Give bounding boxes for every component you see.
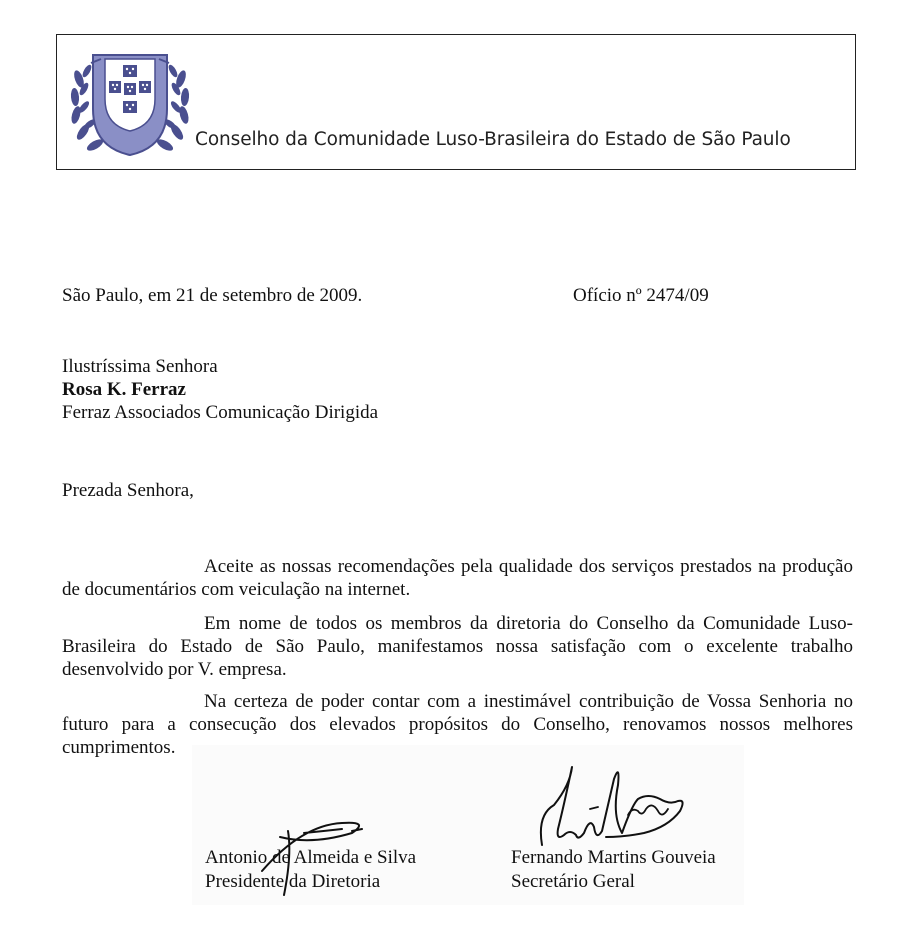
date-line: São Paulo, em 21 de setembro de 2009. [62, 285, 363, 306]
signatory-role: Secretário Geral [511, 871, 635, 892]
organization-name: Conselho da Comunidade Luso-Brasileira do Estado de São Paulo [195, 129, 791, 150]
recipient-block [62, 355, 378, 424]
recipient-title: Ilustríssima Senhora [62, 356, 218, 377]
signatory-secretary [511, 846, 716, 894]
oficio-number: Ofício nº 2474/09 [573, 285, 709, 306]
letterhead [56, 34, 856, 170]
signature-fernando [541, 767, 683, 845]
body-paragraph: Na certeza de poder contar com a inestimável contribuição de Vossa Senhoria no futuro para a consecução dos elevados propósitos do Conselho, renovamos nossos melhores cumprimentos. [62, 691, 853, 758]
recipient-company: Ferraz Associados Comunicação Dirigida [62, 402, 379, 423]
greeting: Prezada Senhora, [62, 480, 194, 501]
coat-of-arms-icon [65, 49, 195, 161]
body-paragraph: Em nome de todos os membros da diretoria do Conselho da Comunidade Luso-Brasileira do Estado de São Paulo, manifestamos nossa satisfação com o excelente trabalho desenvolvido por V. empresa. [62, 613, 853, 680]
signatory-name: Fernando Martins Gouveia [511, 847, 716, 868]
signatory-role: Presidente da Diretoria [205, 871, 381, 892]
signatory-president [205, 846, 416, 894]
body-paragraph: Aceite as nossas recomendações pela qualidade dos serviços prestados na produção de documentários com veiculação na internet. [62, 556, 853, 600]
signatory-name: Antonio de Almeida e Silva [205, 847, 417, 868]
recipient-name: Rosa K. Ferraz [62, 379, 186, 400]
